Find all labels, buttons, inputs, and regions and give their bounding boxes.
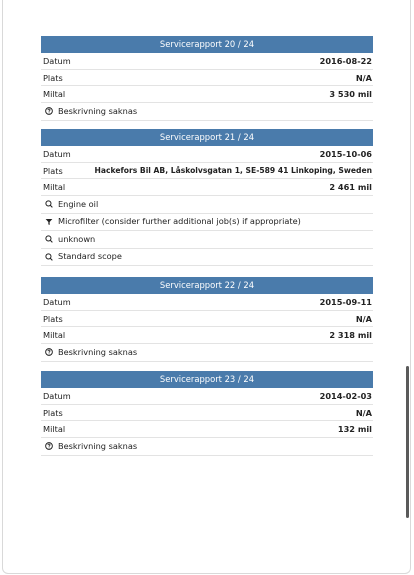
service-report bbox=[41, 371, 373, 456]
date-row bbox=[41, 146, 373, 163]
place-label: Plats bbox=[43, 313, 63, 324]
note-item bbox=[41, 249, 373, 267]
note-text: Beskrivning saknas bbox=[58, 440, 138, 451]
place-row bbox=[41, 405, 373, 422]
date-row bbox=[41, 53, 373, 70]
date-label: Datum bbox=[43, 149, 71, 159]
filter-icon bbox=[45, 218, 53, 226]
date-label: Datum bbox=[43, 56, 71, 66]
place-label: Plats bbox=[43, 72, 63, 83]
mileage-label: Miltal bbox=[43, 89, 66, 100]
note-item bbox=[41, 344, 373, 362]
date-label: Datum bbox=[43, 297, 71, 307]
note-item bbox=[41, 103, 373, 121]
date-value: 2016-08-22 bbox=[319, 56, 372, 66]
question-circle-icon bbox=[45, 107, 53, 115]
report-title: Servicerapport 23 / 24 bbox=[41, 371, 373, 388]
mileage-value: 3 530 mil bbox=[329, 89, 372, 100]
question-circle-icon bbox=[45, 348, 53, 356]
service-report bbox=[41, 277, 373, 362]
note-text: Standard scope bbox=[58, 251, 122, 262]
mileage-value: 132 mil bbox=[337, 424, 372, 435]
note-text: Microfilter (consider further additional job(s) if appropriate) bbox=[58, 216, 301, 227]
note-item bbox=[41, 438, 373, 456]
report-title: Servicerapport 22 / 24 bbox=[41, 277, 373, 294]
place-value: N/A bbox=[355, 313, 372, 324]
mileage-row bbox=[41, 179, 373, 196]
search-icon bbox=[45, 200, 53, 208]
scrollbar[interactable] bbox=[406, 366, 409, 518]
report-title: Servicerapport 21 / 24 bbox=[41, 129, 373, 146]
note-text: Beskrivning saknas bbox=[58, 105, 138, 116]
date-value: 2015-10-06 bbox=[319, 149, 372, 159]
date-row bbox=[41, 388, 373, 405]
report-title: Servicerapport 20 / 24 bbox=[41, 36, 373, 53]
place-value: Hackefors Bil AB, Låskolvsgatan 1, SE-589 41 Linkoping, Sweden bbox=[94, 165, 372, 175]
place-label: Plats bbox=[43, 407, 63, 418]
mileage-row bbox=[41, 86, 373, 103]
date-value: 2014-02-03 bbox=[319, 391, 372, 401]
note-item bbox=[41, 231, 373, 249]
place-row bbox=[41, 163, 373, 180]
mileage-row bbox=[41, 421, 373, 438]
note-text: Beskrivning saknas bbox=[58, 346, 138, 357]
note-text: Engine oil bbox=[58, 198, 99, 209]
mileage-label: Miltal bbox=[43, 424, 66, 435]
mileage-row bbox=[41, 327, 373, 344]
place-value: N/A bbox=[355, 72, 372, 83]
search-icon bbox=[45, 235, 53, 243]
mileage-value: 2 461 mil bbox=[329, 182, 372, 193]
note-item bbox=[41, 214, 373, 232]
place-label: Plats bbox=[43, 165, 63, 176]
service-report bbox=[41, 129, 373, 266]
date-row bbox=[41, 294, 373, 311]
date-value: 2015-09-11 bbox=[319, 297, 372, 307]
search-icon bbox=[45, 253, 53, 261]
mileage-value: 2 318 mil bbox=[329, 330, 372, 341]
place-value: N/A bbox=[355, 407, 372, 418]
question-circle-icon bbox=[45, 442, 53, 450]
mileage-label: Miltal bbox=[43, 182, 66, 193]
place-row bbox=[41, 70, 373, 87]
date-label: Datum bbox=[43, 391, 71, 401]
mileage-label: Miltal bbox=[43, 330, 66, 341]
note-item bbox=[41, 196, 373, 214]
place-row bbox=[41, 311, 373, 328]
note-text: unknown bbox=[58, 233, 96, 244]
service-report bbox=[41, 36, 373, 121]
